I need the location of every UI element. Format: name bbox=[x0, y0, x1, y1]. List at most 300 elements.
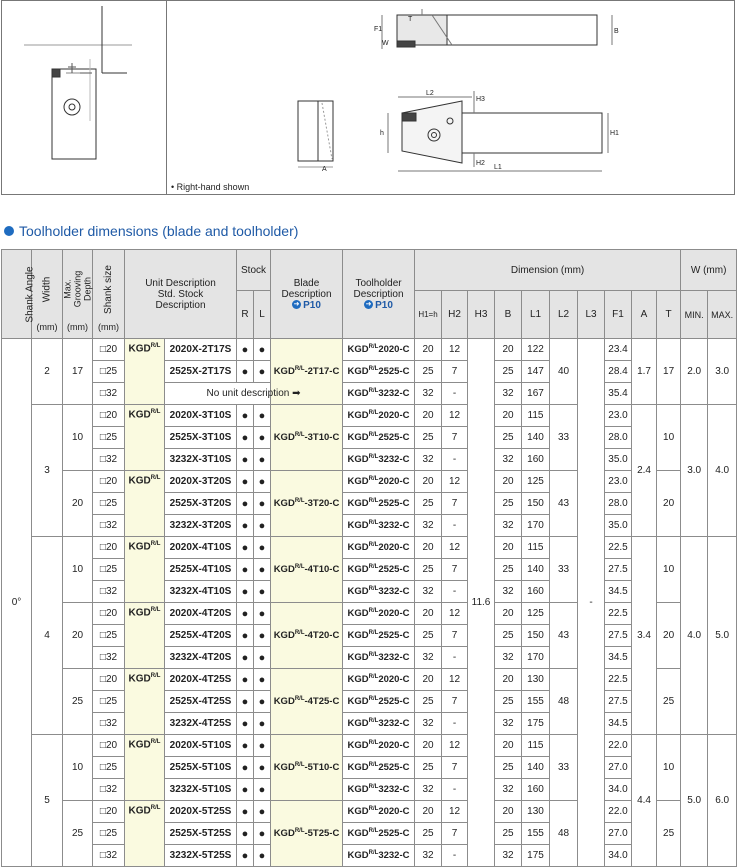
std-stock-description: 3232X-3T10S bbox=[165, 449, 237, 471]
t-cell: 10 bbox=[657, 735, 681, 801]
std-stock-description: 2020X-2T17S bbox=[165, 339, 237, 361]
shank-size-cell: □20 bbox=[93, 735, 125, 757]
shank-size-cell: □25 bbox=[93, 559, 125, 581]
depth-cell: 20 bbox=[63, 603, 93, 669]
w-min-cell: 4.0 bbox=[681, 537, 708, 735]
l1-cell: 160 bbox=[522, 581, 550, 603]
toolholder-description: $KGD^{R/L}3232-C$ bbox=[343, 383, 415, 405]
label-h: h bbox=[380, 130, 384, 137]
h2-cell: - bbox=[442, 845, 468, 867]
b-cell: 32 bbox=[495, 383, 522, 405]
h1-cell: 25 bbox=[415, 361, 442, 383]
stock-l-mark: ● bbox=[254, 515, 271, 537]
blade-description: $KGD^{R/L}-4T20-C$ bbox=[271, 603, 343, 669]
table-row bbox=[2, 405, 737, 427]
shank-size-cell: □32 bbox=[93, 779, 125, 801]
stock-l-mark: ● bbox=[254, 757, 271, 779]
l1-cell: 115 bbox=[522, 735, 550, 757]
toolholder-description: $KGD^{R/L}2525-C$ bbox=[343, 625, 415, 647]
table-row bbox=[2, 801, 737, 823]
l1-cell: 160 bbox=[522, 779, 550, 801]
unit-kgd-cell: $KGD^{R/L}$ bbox=[125, 405, 165, 471]
toolholder-description: $KGD^{R/L}3232-C$ bbox=[343, 713, 415, 735]
l1-cell: 140 bbox=[522, 427, 550, 449]
stock-r-mark: ● bbox=[237, 493, 254, 515]
shank-angle-cell: 0° bbox=[2, 339, 32, 867]
l1-cell: 130 bbox=[522, 801, 550, 823]
table-row bbox=[2, 361, 737, 383]
toolholder-description: $KGD^{R/L}2020-C$ bbox=[343, 471, 415, 493]
l1-cell: 155 bbox=[522, 691, 550, 713]
std-stock-description: 2020X-4T20S bbox=[165, 603, 237, 625]
col-l1: L1 bbox=[522, 291, 550, 339]
toolholder-description: $KGD^{R/L}2525-C$ bbox=[343, 691, 415, 713]
h1-cell: 32 bbox=[415, 779, 442, 801]
std-stock-description: 2020X-4T25S bbox=[165, 669, 237, 691]
table-row bbox=[2, 493, 737, 515]
w-min-cell: 5.0 bbox=[681, 735, 708, 867]
b-cell: 25 bbox=[495, 427, 522, 449]
stock-r-mark: ● bbox=[237, 757, 254, 779]
h2-cell: 7 bbox=[442, 493, 468, 515]
table-body bbox=[2, 339, 737, 867]
unit-kgd-cell: $KGD^{R/L}$ bbox=[125, 471, 165, 537]
depth-cell: 10 bbox=[63, 735, 93, 801]
shank-size-cell: □25 bbox=[93, 625, 125, 647]
stock-l-mark: ● bbox=[254, 735, 271, 757]
b-cell: 32 bbox=[495, 713, 522, 735]
stock-r-mark: ● bbox=[237, 537, 254, 559]
toolholder-description: $KGD^{R/L}2020-C$ bbox=[343, 801, 415, 823]
stock-r-mark: ● bbox=[237, 559, 254, 581]
std-stock-description: 2525X-4T25S bbox=[165, 691, 237, 713]
dimension-drawing bbox=[2, 1, 736, 196]
f1-cell: 22.0 bbox=[605, 735, 632, 757]
stock-l-mark: ● bbox=[254, 625, 271, 647]
label-a: A bbox=[322, 166, 327, 173]
l1-cell: 170 bbox=[522, 647, 550, 669]
h1-cell: 32 bbox=[415, 845, 442, 867]
a-cell: 1.7 bbox=[632, 339, 657, 405]
col-shank-angle: Shank Angle bbox=[2, 250, 32, 339]
b-cell: 20 bbox=[495, 603, 522, 625]
col-stock: Stock bbox=[237, 250, 271, 291]
label-l2: L2 bbox=[426, 90, 434, 97]
l2-cell: 33 bbox=[550, 735, 578, 801]
blade-description: $KGD^{R/L}-3T10-C$ bbox=[271, 405, 343, 471]
b-cell: 25 bbox=[495, 757, 522, 779]
unit-kgd-cell: $KGD^{R/L}$ bbox=[125, 735, 165, 801]
f1-cell: 23.0 bbox=[605, 471, 632, 493]
col-dimension: Dimension (mm) bbox=[415, 250, 681, 291]
stock-r-mark: ● bbox=[237, 449, 254, 471]
table-row bbox=[2, 339, 737, 361]
unit-kgd-cell: $KGD^{R/L}$ bbox=[125, 801, 165, 867]
f1-cell: 34.5 bbox=[605, 713, 632, 735]
stock-r-mark: ● bbox=[237, 691, 254, 713]
col-t: T bbox=[657, 291, 681, 339]
f1-cell: 28.0 bbox=[605, 493, 632, 515]
h2-cell: - bbox=[442, 383, 468, 405]
toolholder-description: $KGD^{R/L}3232-C$ bbox=[343, 647, 415, 669]
col-max-depth: Max. Grooving Depth (mm) bbox=[63, 250, 93, 339]
shank-size-cell: □32 bbox=[93, 845, 125, 867]
h2-cell: - bbox=[442, 581, 468, 603]
col-toolholder-description: Toolholder Description ➜ P10 bbox=[343, 250, 415, 339]
table-row bbox=[2, 581, 737, 603]
stock-r-mark: ● bbox=[237, 581, 254, 603]
h1-cell: 20 bbox=[415, 801, 442, 823]
stock-r-mark: ● bbox=[237, 339, 254, 361]
l3-cell: - bbox=[578, 339, 605, 867]
shank-size-cell: □25 bbox=[93, 757, 125, 779]
shank-size-cell: □32 bbox=[93, 713, 125, 735]
l2-cell: 40 bbox=[550, 339, 578, 405]
stock-r-mark: ● bbox=[237, 669, 254, 691]
h1-cell: 25 bbox=[415, 757, 442, 779]
f1-cell: 27.0 bbox=[605, 757, 632, 779]
b-cell: 20 bbox=[495, 471, 522, 493]
label-w: W bbox=[382, 40, 389, 47]
toolholder-description: $KGD^{R/L}2020-C$ bbox=[343, 405, 415, 427]
f1-cell: 35.4 bbox=[605, 383, 632, 405]
col-width: Width (mm) bbox=[32, 250, 63, 339]
l1-cell: 125 bbox=[522, 471, 550, 493]
label-t: T bbox=[408, 16, 413, 23]
b-cell: 20 bbox=[495, 669, 522, 691]
table-row bbox=[2, 515, 737, 537]
section-title bbox=[4, 223, 298, 239]
shank-size-cell: □32 bbox=[93, 515, 125, 537]
l1-cell: 130 bbox=[522, 669, 550, 691]
b-cell: 32 bbox=[495, 449, 522, 471]
stock-l-mark: ● bbox=[254, 493, 271, 515]
h1-cell: 20 bbox=[415, 339, 442, 361]
table-row bbox=[2, 735, 737, 757]
h2-cell: 12 bbox=[442, 405, 468, 427]
col-f1: F1 bbox=[605, 291, 632, 339]
b-cell: 25 bbox=[495, 559, 522, 581]
f1-cell: 27.5 bbox=[605, 559, 632, 581]
width-cell: 2 bbox=[32, 339, 63, 405]
blade-description: $KGD^{R/L}-4T10-C$ bbox=[271, 537, 343, 603]
table-row bbox=[2, 383, 737, 405]
stock-r-mark: ● bbox=[237, 713, 254, 735]
std-stock-description: 3232X-4T10S bbox=[165, 581, 237, 603]
col-unit-description: Unit Description Std. Stock Description bbox=[125, 250, 237, 339]
shank-size-cell: □32 bbox=[93, 581, 125, 603]
shank-size-cell: □20 bbox=[93, 339, 125, 361]
blade-description: $KGD^{R/L}-5T25-C$ bbox=[271, 801, 343, 867]
t-cell: 25 bbox=[657, 801, 681, 867]
col-h3: H3 bbox=[468, 291, 495, 339]
col-h2: H2 bbox=[442, 291, 468, 339]
l1-cell: 115 bbox=[522, 405, 550, 427]
l1-cell: 175 bbox=[522, 713, 550, 735]
h2-cell: - bbox=[442, 779, 468, 801]
b-cell: 20 bbox=[495, 339, 522, 361]
h1-cell: 25 bbox=[415, 559, 442, 581]
b-cell: 25 bbox=[495, 823, 522, 845]
col-blade-description: Blade Description ➜ P10 bbox=[271, 250, 343, 339]
l1-cell: 155 bbox=[522, 823, 550, 845]
l1-cell: 115 bbox=[522, 537, 550, 559]
h2-cell: 7 bbox=[442, 625, 468, 647]
f1-cell: 28.0 bbox=[605, 427, 632, 449]
std-stock-description: 2020X-5T10S bbox=[165, 735, 237, 757]
f1-cell: 28.4 bbox=[605, 361, 632, 383]
col-w: W (mm) bbox=[681, 250, 737, 291]
stock-r-mark: ● bbox=[237, 361, 254, 383]
h2-cell: - bbox=[442, 515, 468, 537]
f1-cell: 23.4 bbox=[605, 339, 632, 361]
h1-cell: 20 bbox=[415, 471, 442, 493]
l1-cell: 147 bbox=[522, 361, 550, 383]
h2-cell: 12 bbox=[442, 669, 468, 691]
stock-r-mark: ● bbox=[237, 603, 254, 625]
b-cell: 32 bbox=[495, 515, 522, 537]
h2-cell: 7 bbox=[442, 559, 468, 581]
toolholder-description: $KGD^{R/L}3232-C$ bbox=[343, 449, 415, 471]
toolholder-description: $KGD^{R/L}2525-C$ bbox=[343, 361, 415, 383]
shank-size-cell: □32 bbox=[93, 449, 125, 471]
bullet-icon bbox=[4, 226, 14, 236]
l2-cell: 43 bbox=[550, 471, 578, 537]
shank-size-cell: □25 bbox=[93, 427, 125, 449]
unit-kgd-cell: $KGD^{R/L}$ bbox=[125, 603, 165, 669]
shank-size-cell: □25 bbox=[93, 691, 125, 713]
stock-r-mark: ● bbox=[237, 427, 254, 449]
f1-cell: 34.5 bbox=[605, 581, 632, 603]
depth-cell: 10 bbox=[63, 405, 93, 471]
arrow-right-icon: ➜ bbox=[293, 301, 300, 309]
h2-cell: 12 bbox=[442, 603, 468, 625]
toolholder-description: $KGD^{R/L}2020-C$ bbox=[343, 669, 415, 691]
label-f1: F1 bbox=[374, 26, 383, 33]
table-row bbox=[2, 427, 737, 449]
f1-cell: 23.0 bbox=[605, 405, 632, 427]
table-row bbox=[2, 823, 737, 845]
l1-cell: 175 bbox=[522, 845, 550, 867]
stock-r-mark: ● bbox=[237, 515, 254, 537]
h1-cell: 25 bbox=[415, 625, 442, 647]
f1-cell: 22.5 bbox=[605, 603, 632, 625]
toolholder-description: $KGD^{R/L}3232-C$ bbox=[343, 779, 415, 801]
table-row bbox=[2, 845, 737, 867]
f1-cell: 27.5 bbox=[605, 625, 632, 647]
h2-cell: 7 bbox=[442, 361, 468, 383]
std-stock-description: 2525X-5T10S bbox=[165, 757, 237, 779]
l1-cell: 140 bbox=[522, 559, 550, 581]
t-cell: 10 bbox=[657, 405, 681, 471]
h2-cell: - bbox=[442, 713, 468, 735]
stock-l-mark: ● bbox=[254, 537, 271, 559]
std-stock-description: 3232X-4T20S bbox=[165, 647, 237, 669]
f1-cell: 22.5 bbox=[605, 537, 632, 559]
toolholder-description: $KGD^{R/L}3232-C$ bbox=[343, 845, 415, 867]
tool-diagram bbox=[1, 0, 735, 195]
b-cell: 32 bbox=[495, 779, 522, 801]
unit-kgd-cell: $KGD^{R/L}$ bbox=[125, 339, 165, 405]
toolholder-description: $KGD^{R/L}2020-C$ bbox=[343, 735, 415, 757]
h2-cell: 12 bbox=[442, 801, 468, 823]
arrow-right-icon: ➜ bbox=[365, 301, 372, 309]
l1-cell: 150 bbox=[522, 493, 550, 515]
table-row bbox=[2, 625, 737, 647]
stock-r-mark: ● bbox=[237, 779, 254, 801]
shank-size-cell: □20 bbox=[93, 405, 125, 427]
std-stock-description: 3232X-3T20S bbox=[165, 515, 237, 537]
stock-l-mark: ● bbox=[254, 361, 271, 383]
stock-r-mark: ● bbox=[237, 625, 254, 647]
blade-description: $KGD^{R/L}-2T17-C$ bbox=[271, 339, 343, 405]
shank-size-cell: □25 bbox=[93, 823, 125, 845]
f1-cell: 34.0 bbox=[605, 845, 632, 867]
h1-cell: 25 bbox=[415, 691, 442, 713]
col-shank-size: Shank size (mm) bbox=[93, 250, 125, 339]
stock-r-mark: ● bbox=[237, 801, 254, 823]
toolholder-description: $KGD^{R/L}2525-C$ bbox=[343, 427, 415, 449]
shank-size-cell: □20 bbox=[93, 471, 125, 493]
depth-cell: 25 bbox=[63, 669, 93, 735]
toolholder-description: $KGD^{R/L}2020-C$ bbox=[343, 339, 415, 361]
table-row bbox=[2, 449, 737, 471]
w-max-cell: 5.0 bbox=[708, 537, 737, 735]
stock-l-mark: ● bbox=[254, 471, 271, 493]
w-max-cell: 6.0 bbox=[708, 735, 737, 867]
shank-size-cell: □25 bbox=[93, 361, 125, 383]
stock-l-mark: ● bbox=[254, 823, 271, 845]
l1-cell: 125 bbox=[522, 603, 550, 625]
stock-r-mark: ● bbox=[237, 647, 254, 669]
h2-cell: 7 bbox=[442, 427, 468, 449]
stock-r-mark: ● bbox=[237, 845, 254, 867]
toolholder-description: $KGD^{R/L}3232-C$ bbox=[343, 581, 415, 603]
l1-cell: 167 bbox=[522, 383, 550, 405]
b-cell: 20 bbox=[495, 735, 522, 757]
stock-r-mark: ● bbox=[237, 735, 254, 757]
b-cell: 32 bbox=[495, 581, 522, 603]
h2-cell: 12 bbox=[442, 339, 468, 361]
l2-cell: 33 bbox=[550, 405, 578, 471]
h1-cell: 32 bbox=[415, 713, 442, 735]
table-row bbox=[2, 757, 737, 779]
shank-size-cell: □20 bbox=[93, 801, 125, 823]
b-cell: 25 bbox=[495, 625, 522, 647]
h1-cell: 25 bbox=[415, 823, 442, 845]
std-stock-description: 2020X-3T20S bbox=[165, 471, 237, 493]
l1-cell: 140 bbox=[522, 757, 550, 779]
b-cell: 25 bbox=[495, 361, 522, 383]
w-min-cell: 3.0 bbox=[681, 405, 708, 537]
l1-cell: 160 bbox=[522, 449, 550, 471]
stock-l-mark: ● bbox=[254, 427, 271, 449]
w-max-cell: 3.0 bbox=[708, 339, 737, 405]
h1-cell: 32 bbox=[415, 515, 442, 537]
col-w-min: MIN. bbox=[681, 291, 708, 339]
f1-cell: 27.5 bbox=[605, 691, 632, 713]
h2-cell: 12 bbox=[442, 471, 468, 493]
std-stock-description: 2020X-3T10S bbox=[165, 405, 237, 427]
b-cell: 25 bbox=[495, 493, 522, 515]
stock-l-mark: ● bbox=[254, 405, 271, 427]
col-stock-l: L bbox=[254, 291, 271, 339]
a-cell: 3.4 bbox=[632, 537, 657, 735]
shank-size-cell: □20 bbox=[93, 537, 125, 559]
stock-r-mark: ● bbox=[237, 405, 254, 427]
stock-l-mark: ● bbox=[254, 449, 271, 471]
f1-cell: 27.0 bbox=[605, 823, 632, 845]
toolholder-description: $KGD^{R/L}2020-C$ bbox=[343, 537, 415, 559]
w-min-cell: 2.0 bbox=[681, 339, 708, 405]
depth-cell: 25 bbox=[63, 801, 93, 867]
b-cell: 20 bbox=[495, 801, 522, 823]
l2-cell: 33 bbox=[550, 537, 578, 603]
table-row bbox=[2, 713, 737, 735]
l2-cell: 48 bbox=[550, 801, 578, 867]
toolholder-description: $KGD^{R/L}2525-C$ bbox=[343, 757, 415, 779]
t-cell: 10 bbox=[657, 537, 681, 603]
width-cell: 5 bbox=[32, 735, 63, 867]
b-cell: 32 bbox=[495, 845, 522, 867]
std-stock-description: 2525X-3T20S bbox=[165, 493, 237, 515]
stock-l-mark: ● bbox=[254, 713, 271, 735]
f1-cell: 35.0 bbox=[605, 449, 632, 471]
l2-cell: 43 bbox=[550, 603, 578, 669]
h3-cell: 11.6 bbox=[468, 339, 495, 867]
std-stock-description: 2525X-2T17S bbox=[165, 361, 237, 383]
blade-description: $KGD^{R/L}-4T25-C$ bbox=[271, 669, 343, 735]
stock-l-mark: ● bbox=[254, 801, 271, 823]
stock-r-mark: ● bbox=[237, 823, 254, 845]
t-cell: 17 bbox=[657, 339, 681, 405]
h2-cell: 7 bbox=[442, 757, 468, 779]
h2-cell: 7 bbox=[442, 823, 468, 845]
t-cell: 25 bbox=[657, 669, 681, 735]
shank-size-cell: □32 bbox=[93, 647, 125, 669]
stock-l-mark: ● bbox=[254, 647, 271, 669]
w-max-cell: 4.0 bbox=[708, 405, 737, 537]
section-title-text: Toolholder dimensions (blade and toolholder) bbox=[19, 223, 299, 239]
t-cell: 20 bbox=[657, 603, 681, 669]
h1-cell: 25 bbox=[415, 493, 442, 515]
stock-l-mark: ● bbox=[254, 691, 271, 713]
col-b: B bbox=[495, 291, 522, 339]
h1-cell: 32 bbox=[415, 449, 442, 471]
b-cell: 25 bbox=[495, 691, 522, 713]
b-cell: 20 bbox=[495, 405, 522, 427]
t-cell: 20 bbox=[657, 471, 681, 537]
std-stock-description: 2525X-3T10S bbox=[165, 427, 237, 449]
f1-cell: 34.5 bbox=[605, 647, 632, 669]
f1-cell: 22.0 bbox=[605, 801, 632, 823]
std-stock-description: 2020X-4T10S bbox=[165, 537, 237, 559]
a-cell: 2.4 bbox=[632, 405, 657, 537]
stock-l-mark: ● bbox=[254, 669, 271, 691]
toolholder-description: $KGD^{R/L}2525-C$ bbox=[343, 823, 415, 845]
l2-cell: 48 bbox=[550, 669, 578, 735]
stock-r-mark: ● bbox=[237, 471, 254, 493]
f1-cell: 34.0 bbox=[605, 779, 632, 801]
no-unit-description: No unit description ➡ bbox=[165, 383, 343, 405]
h1-cell: 20 bbox=[415, 603, 442, 625]
h1-cell: 20 bbox=[415, 669, 442, 691]
h1-cell: 20 bbox=[415, 405, 442, 427]
unit-kgd-cell: $KGD^{R/L}$ bbox=[125, 669, 165, 735]
h1-cell: 32 bbox=[415, 383, 442, 405]
col-h1: H1=h bbox=[415, 291, 442, 339]
h2-cell: 7 bbox=[442, 691, 468, 713]
